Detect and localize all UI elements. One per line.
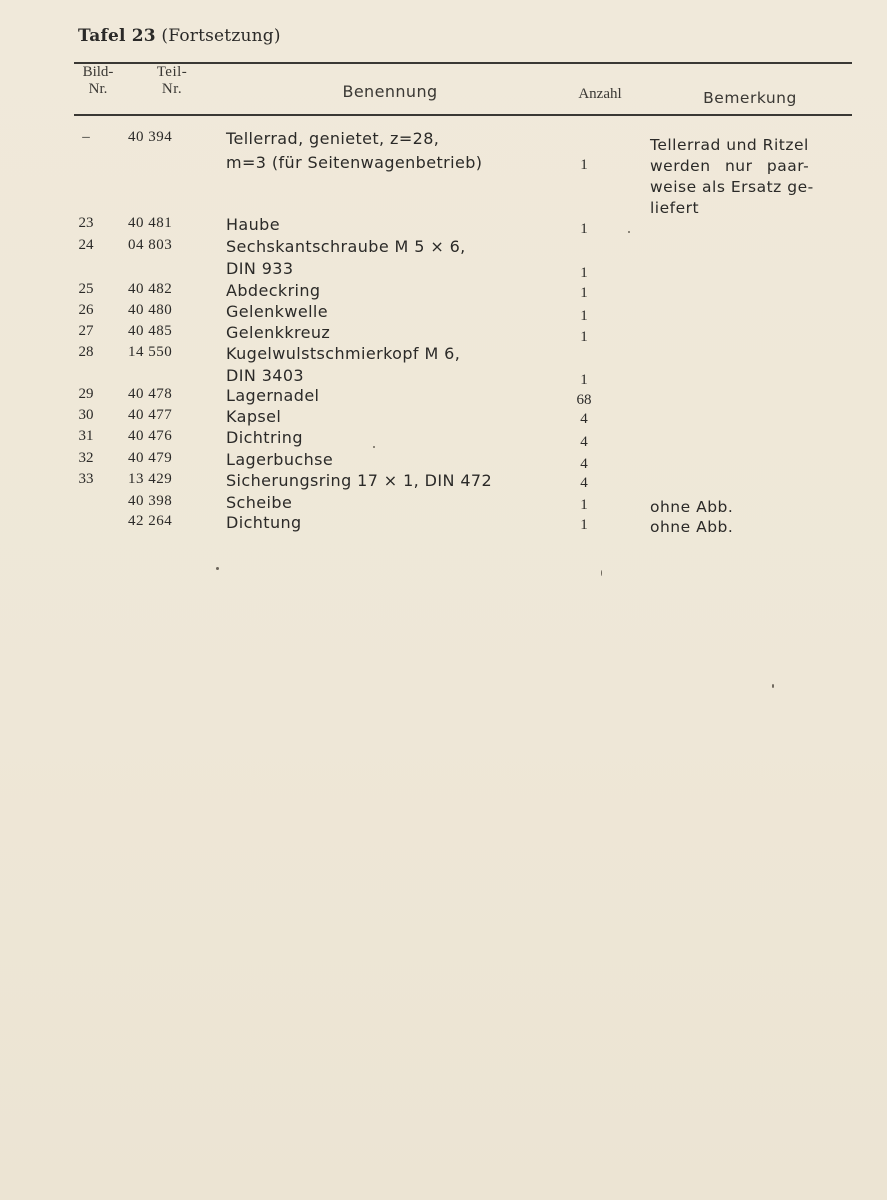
cell-anzahl: 1	[580, 221, 588, 237]
cell-anzahl: 68	[576, 392, 592, 408]
cell-anzahl: 1	[580, 265, 588, 281]
cell-anzahl: 1	[580, 329, 588, 345]
cell-anzahl: 1	[580, 308, 588, 324]
cell-teil-nr: 40 398	[128, 493, 173, 509]
cell-benennung: Dichtung	[226, 513, 302, 532]
title-continuation: (Fortsetzung)	[161, 26, 281, 46]
cell-anzahl: 4	[580, 411, 588, 427]
paper-speck	[772, 684, 774, 688]
cell-teil-nr: 40 485	[128, 323, 173, 339]
paper-speck	[216, 567, 219, 570]
cell-teil-nr: 40 477	[128, 407, 173, 423]
cell-benennung: Scheibe	[226, 493, 293, 512]
remark-line: Tellerrad und Ritzel	[650, 136, 809, 154]
cell-benennung: DIN 933	[226, 259, 294, 278]
cell-bemerkung: ohne Abb.	[650, 518, 734, 536]
cell-teil-nr: 40 479	[128, 450, 173, 466]
cell-bild-nr: 33	[78, 471, 94, 487]
cell-teil-nr: 42 264	[128, 513, 173, 529]
cell-bild-nr: 32	[78, 450, 94, 466]
cell-benennung: Gelenkkreuz	[226, 323, 331, 342]
cell-anzahl: 4	[580, 475, 588, 491]
remark-line: liefert	[650, 199, 700, 217]
cell-benennung: Gelenkwelle	[226, 302, 329, 321]
column-header-anzahl: Anzahl	[578, 86, 622, 102]
cell-bild-nr: 29	[78, 386, 94, 402]
cell-teil-nr: 04 803	[128, 237, 173, 253]
paper-speck	[373, 446, 375, 448]
page-title	[78, 26, 281, 46]
cell-benennung: Abdeckring	[226, 281, 321, 300]
cell-bemerkung: ohne Abb.	[650, 498, 734, 516]
cell-bild-nr: 23	[78, 215, 94, 231]
cell-anzahl: 1	[580, 497, 588, 513]
column-header-teil-nr: Teil- Nr.	[156, 64, 188, 97]
cell-benennung: m=3 (für Seitenwagenbetrieb)	[226, 153, 483, 172]
cell-teil-nr: 40 481	[128, 215, 173, 231]
cell-benennung: Tellerrad, genietet, z=28,	[226, 129, 440, 148]
cell-bild-nr: 28	[78, 344, 94, 360]
remark-line: weise als Ersatz ge-	[650, 178, 814, 196]
cell-anzahl: 4	[580, 434, 588, 450]
column-header-bild-nr: Bild- Nr.	[82, 64, 114, 97]
paper-speck	[601, 570, 602, 576]
cell-benennung: Sicherungsring 17 × 1, DIN 472	[226, 471, 493, 490]
cell-teil-nr: 40 394	[128, 129, 173, 145]
cell-benennung: Kapsel	[226, 407, 282, 426]
cell-benennung: Kugelwulstschmierkopf M 6,	[226, 344, 461, 363]
remark-line: werden nur paar-	[650, 157, 810, 175]
title-table-number: Tafel 23	[78, 26, 156, 46]
cell-teil-nr: 40 480	[128, 302, 173, 318]
cell-anzahl: 1	[580, 285, 588, 301]
cell-benennung: DIN 3403	[226, 366, 305, 385]
column-header-bemerkung: Bemerkung	[703, 89, 797, 107]
cell-teil-nr: 13 429	[128, 471, 173, 487]
cell-bild-nr: 30	[78, 407, 94, 423]
cell-benennung: Haube	[226, 215, 280, 234]
header-rule-bottom	[74, 114, 852, 116]
cell-benennung: Dichtring	[226, 428, 303, 447]
cell-benennung: Lagerbuchse	[226, 450, 334, 469]
cell-anzahl: 4	[580, 456, 588, 472]
paper-speck	[628, 231, 630, 233]
cell-bild-nr: –	[82, 129, 90, 145]
cell-teil-nr: 40 476	[128, 428, 173, 444]
cell-bild-nr: 26	[78, 302, 94, 318]
cell-teil-nr: 40 478	[128, 386, 173, 402]
column-header-benennung: Benennung	[342, 82, 438, 101]
cell-benennung: Sechskantschraube M 5 × 6,	[226, 237, 466, 256]
cell-bild-nr: 24	[78, 237, 94, 253]
cell-anzahl: 1	[580, 157, 588, 173]
cell-bild-nr: 31	[78, 428, 94, 444]
remark-block-tellerrad	[650, 135, 850, 219]
cell-anzahl: 1	[580, 517, 588, 533]
cell-bild-nr: 25	[78, 281, 94, 297]
cell-teil-nr: 40 482	[128, 281, 173, 297]
cell-teil-nr: 14 550	[128, 344, 173, 360]
cell-bild-nr: 27	[78, 323, 94, 339]
cell-anzahl: 1	[580, 372, 588, 388]
cell-benennung: Lagernadel	[226, 386, 320, 405]
